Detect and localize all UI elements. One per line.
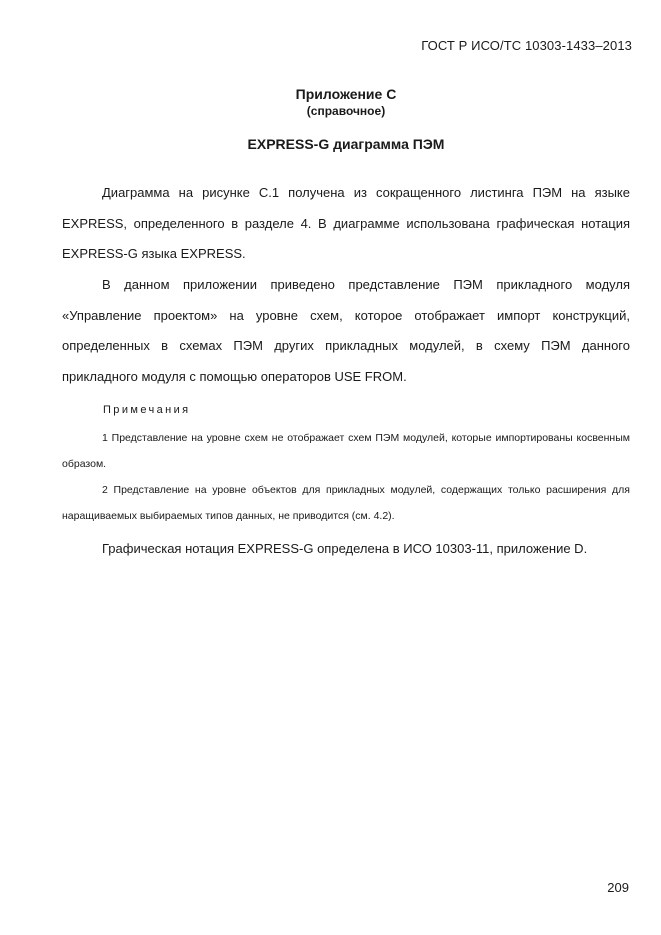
body-paragraph-2: В данном приложении приведено представление ПЭМ прикладного модуля «Управление проектом» на уровне схем, которое отображает импорт конструкций, определенных в схемах ПЭМ других прикладных модулей, в схему ПЭМ данного прикладного модуля с помощью операторов USE FROM. [62, 277, 630, 384]
notes-heading: Примечания [103, 404, 191, 416]
note-2: 2 Представление на уровне объектов для прикладных модулей, содержащих только расширения для наращиваемых выбираемых типов данных, не приводится (см. 4.2). [62, 484, 630, 522]
appendix-subtitle: (справочное) [306, 104, 386, 118]
body-paragraph-3: Графическая нотация EXPRESS-G определена в ИСО 10303-11, приложение D. [102, 541, 588, 556]
page-number: 209 [607, 880, 629, 895]
body-paragraph-1: Диаграмма на рисунке С.1 получена из сокращенного листинга ПЭМ на языке EXPRESS, определенного в разделе 4. В диаграмме использована графическая нотация EXPRESS-G языка EXPRESS. [62, 185, 630, 261]
note-1: 1 Представление на уровне схем не отображает схем ПЭМ модулей, которые импортированы косвенным образом. [62, 432, 630, 470]
appendix-title: Приложение С [295, 86, 397, 102]
section-title: EXPRESS-G диаграмма ПЭМ [247, 136, 445, 152]
document-header-code: ГОСТ Р ИСО/ТС 10303-1433–2013 [421, 38, 632, 53]
